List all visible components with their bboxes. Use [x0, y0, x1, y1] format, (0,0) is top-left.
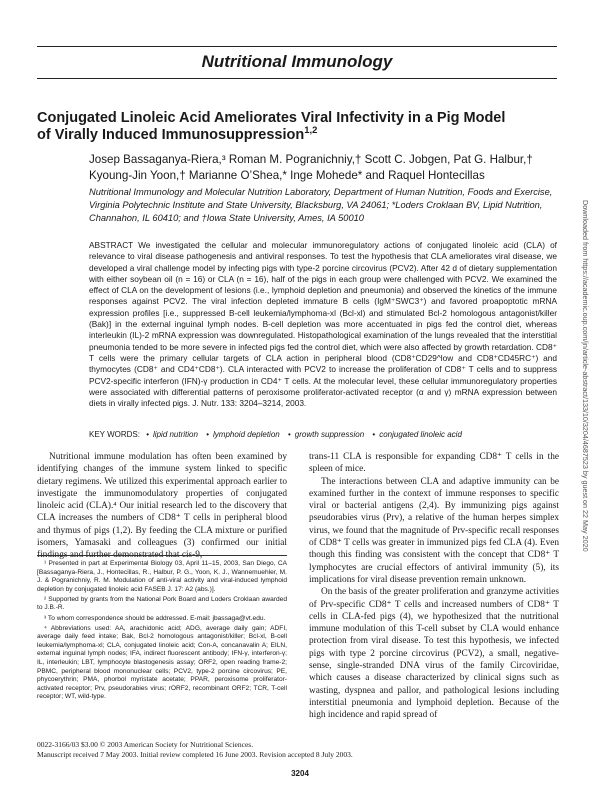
abstract: ABSTRACT We investigated the cellular and molecular immunoregulatory actions of conjugated linoleic acid (CLA) of relevance to viral disease pathogenesis and antiviral responses. To test the hypothesis that CLA ameliorates viral disease, we developed a viral challenge model by infecting pigs with type-2 porcine circovirus (PCV2). After 42 d of dietary supplementation with either soybean oil (n = 16) or CLA (n = 16), half of the pigs in each group were challenged with PCV2. We examined the effect of CLA on the development of lesions (i.e., lymphoid depletion and pneumonia) and observed the kinetics of the immune responses against PCV2. The viral infection depleted immature B cells (IgM⁺SWC3⁺) and favored proapoptotic mRNA expression profiles [i.e., suppressed B-cell leukemia/lymphoma-xl (Bcl-xl) and stimulated Bcl-2 homologous antagonist/killer (Bak)] in the external inguinal lymph nodes. B-cell depletion was more accentuated in pigs fed the control diet, whereas interleukin (IL)-2 mRNA expression was downregulated. Histopathological examination of the lungs revealed that the interstitial pneumonia tended to be more severe in infected pigs fed the control diet, which were also affected by growth retardation. CD8⁺ T cells were the primary cellular targets of CLA action in peripheral blood (CD8⁺CD29^low and CD8⁺CD45RC⁺) and thymocytes (CD8⁺ and CD4⁺CD8⁺). CLA interacted with PCV2 to increase the proliferation of CD8⁺ T cells and to suppress PCV2-specific interferon (IFN)-γ production in CD4⁺ T cells. At the molecular level, these cellular immunoregulatory properties were associated with differential patterns of peroxisome proliferator-activated receptor (α and γ) mRNA expression between diets in virally infected pigs. J. Nutr. 133: 3204–3214, 2003. [89, 240, 557, 409]
copyright-line: 0022-3166/03 $3.00 © 2003 American Society for Nutritional Sciences. [37, 740, 254, 749]
keywords-label: KEY WORDS: [89, 430, 140, 439]
bullet: • [146, 430, 150, 439]
footnote: ¹ Presented in part at Experimental Biology 03, April 11–15, 2003, San Diego, CA [Bassaganya-Riera, J., Hontecillas, R., Halbur, P. G., Yoon, K. J., Wannemuehler, M. J. & Pogranichniy, R. M. Modulation of anti-viral activity and viral-induced lymphoid depletion by conjugated linoleic acid FASEB J. 17: A2 (abs.)]. [37, 560, 287, 593]
body-paragraph: Nutritional immune modulation has often been examined by identifying changes of the immune system linked to specific dietary regimens. We utilized this experimental approach earlier to investigate the immunomodulatory properties of conjugated linoleic acid (CLA).⁴ Our initial research led to the discovery that CLA increases the numbers of CD8⁺ T cells in peripheral blood and thymus of pigs (1,2). By feeding the CLA mixture or purified isomers, Yamasaki and colleagues (3) confirmed our initial findings and further demonstrated that cis-9, [37, 452, 287, 561]
header-rule-bottom [37, 78, 557, 79]
footnotes [37, 560, 287, 704]
keyword: lipid nutrition [153, 430, 198, 439]
footnote: ⁴ Abbreviations used: AA, arachidonic acid; ADG, average daily gain; ADFI, average daily feed intake; Bak, Bcl-2 homologous antagonist/killer; Bcl-xl, B-cell leukemia/lymphoma-xl; CLA, conjugated linoleic acid; Con-A, concanavalin A; EILN, external inguinal lymph nodes; IFA, indirect fluorescent antibody; IFN-γ, interferon-γ; IL, interleukin; LBT, lymphocyte blastogenesis assay; ORF2, open reading frame-2; PBMC, peripheral blood mononuclear cells; PCV2, type-2 porcine circovirus; PE, phycoerythrin; PMA, phorbol myristate acetate; PPAR, peroxisome proliferator-activated receptor; Prv, pseudorabies virus; rORF2, recombinant ORF2; TCR, T-cell receptor; WT, wild-type. [37, 624, 287, 701]
footnote-rule [37, 555, 287, 556]
body-column-left [37, 451, 287, 562]
title-footnote-marks: 1,2 [304, 124, 318, 136]
header-rule-top [37, 46, 557, 47]
keyword: lymphoid depletion [213, 430, 280, 439]
keyword: conjugated linoleic acid [379, 430, 462, 439]
download-sidebar [582, 200, 592, 650]
page-number: 3204 [291, 769, 309, 778]
article-title [37, 110, 507, 144]
bullet: • [206, 430, 209, 439]
author-list: Josep Bassaganya-Riera,³ Roman M. Pogranichniy,† Scott C. Jobgen, Pat G. Halbur,† Kyoung-Jin Yoon,† Marianne O’Shea,* Inge Mohede* and Raquel Hontecillas [89, 153, 533, 182]
section-heading: Nutritional Immunology [201, 52, 393, 71]
copyright-block [37, 740, 457, 759]
body-column-right [309, 451, 559, 722]
title-text: Conjugated Linoleic Acid Ameliorates Viral Infectivity in a Pig Model of Virally Induced Immunosuppression [37, 110, 506, 143]
body-paragraph: trans-11 CLA is responsible for expanding CD8⁺ T cells in the spleen of mice. [309, 452, 559, 475]
footnote: ² Supported by grants from the National Pork Board and Loders Croklaan awarded to J.B.-R. [37, 595, 287, 612]
keyword: growth suppression [294, 430, 365, 439]
bullet: • [287, 430, 291, 439]
download-notice: Downloaded from https://academic.oup.com/jn/article-abstract/133/10/3204/4687523 by guest on 22 May 2020 [581, 200, 590, 552]
body-paragraph: On the basis of the greater proliferation and granzyme activities of Prv-specific CD8⁺ T cells and increased numbers of CD8⁺ T cells in CLA-fed pigs (4), we hypothesized that the nutritional immune modulation of this T-cell subset by CLA would enhance protection from viral disease. To test this hypothesis, we infected pigs with type 2 porcine circovirus (PCV2), a small, negative-sense, single-stranded DNA virus of the family Circoviridae, which causes a disease characterized by clinical signs such as wasting, dyspnea and pallor, and pathological lesions including interstitial pneumonia and lymphoid depletion. Because of the high incidence and rapid spread of [309, 587, 559, 721]
footnote: ³ To whom correspondence should be addressed. E-mail: jbassaga@vt.edu. [44, 614, 266, 622]
manuscript-dates: Manuscript received 7 May 2003. Initial review completed 16 June 2003. Revision accepted 8 July 2003. [37, 749, 353, 759]
body-paragraph: The interactions between CLA and adaptive immunity can be examined further in the context of immune responses to specific viral or bacterial antigens (2,4). By immunizing pigs against pseudorabies virus (Prv), a relative of the human herpes simplex virus, we found that the magnitude of Prv-specific recall responses of CD8⁺ T cells was greater in immunized pigs fed CLA (4). Even though this finding was consistent with the concept that CD8⁺ T lymphocytes are crucial effectors of antiviral immunity (5), its implications for viral disease prevention remain unknown. [309, 476, 559, 585]
keywords [89, 430, 557, 439]
bullet: • [372, 430, 376, 439]
affiliations: Nutritional Immunology and Molecular Nutrition Laboratory, Department of Human Nutrition, Foods and Exercise, Virginia Polytechnic Institute and State University, Blacksburg, VA 24061; *Loders Croklaan BV, Lipid Nutrition, Channahon, IL 60410; and †Iowa State University, Ames, IA 50010 [89, 187, 553, 223]
